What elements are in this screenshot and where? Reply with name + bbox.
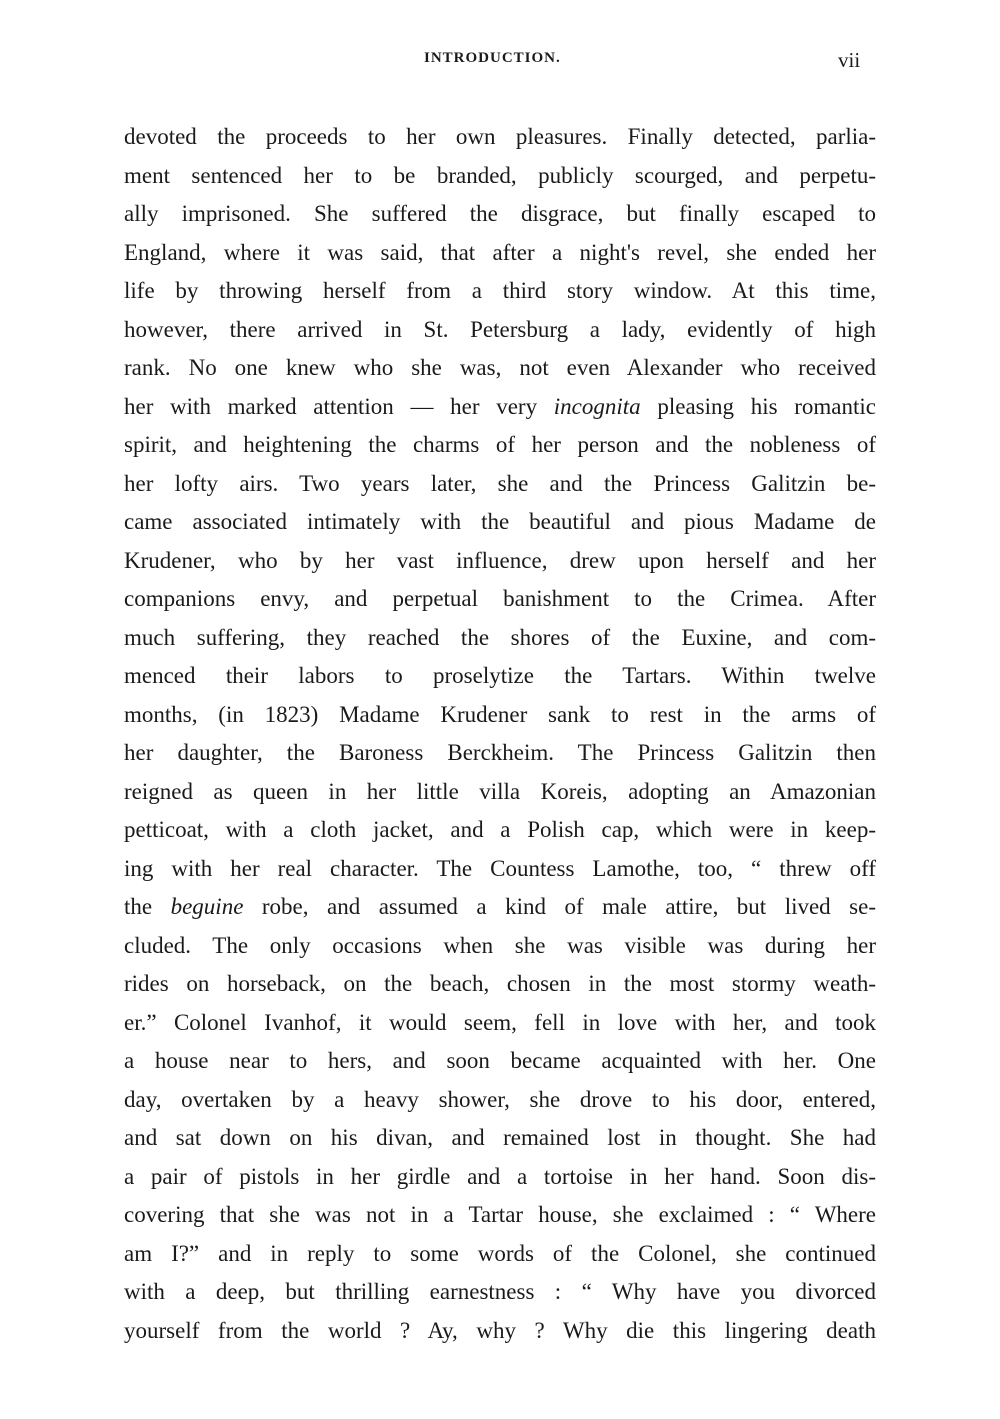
text-line: menced their labors to proselytize the Tartars. Within twelve [124,663,876,688]
text-line [124,888,876,927]
text-line: a pair of pistols in her girdle and a tortoise in her hand. Soon dis- [124,1163,876,1189]
text-line: cluded. The only occasions when she was visible was during her [124,932,876,958]
text-line: reigned as queen in her little villa Koreis, adopting an Amazonian [124,778,876,804]
text-line: ment sentenced her to be branded, publicly scourged, and perpetu- [124,162,876,188]
text-line: yourself from the world ? Ay, why ? Why die this lingering death [124,1317,876,1343]
text-line: ing with her real character. The Countess Lamothe, too, “ threw off [124,855,876,881]
running-head-title: INTRODUCTION. [424,50,561,66]
text-line: her daughter, the Baroness Berckheim. The Princess Galitzin then [124,740,876,765]
text-line: however, there arrived in St. Petersburg a lady, evidently of high [124,316,876,342]
text-line: her lofty airs. Two years later, she and the Princess Galitzin be- [124,470,876,496]
text-line: er.” Colonel Ivanhof, it would seem, fell in love with her, and took [124,1009,876,1035]
italic-word: incognita [553,393,641,419]
text-segment: pleasing his romantic [640,393,876,419]
body-text [124,118,876,1350]
text-segment: her with marked attention — her very [124,393,554,419]
italic-word: beguine [170,894,244,919]
text-line [124,388,876,427]
text-line: companions envy, and perpetual banishment to the Crimea. After [124,586,876,611]
text-line: with a deep, but thrilling earnestness : “ Why have you divorced [124,1279,876,1304]
running-head [0,48,1000,72]
text-line: England, where it was said, that after a night's revel, she ended her [124,239,876,265]
text-line: spirit, and heightening the charms of her person and the nobleness of [124,432,876,457]
text-line: devoted the proceeds to her own pleasures. Finally detected, parlia- [124,124,876,149]
page-number: vii [838,48,861,72]
text-line: day, overtaken by a heavy shower, she drove to his door, entered, [124,1086,876,1112]
text-line: rank. No one knew who she was, not even Alexander who received [124,355,876,380]
text-line: am I?” and in reply to some words of the Colonel, she continued [124,1240,876,1266]
text-segment: the [124,894,171,919]
text-line: months, (in 1823) Madame Krudener sank to rest in the arms of [124,701,876,727]
text-line: rides on horseback, on the beach, chosen in the most stormy weath- [124,971,876,996]
text-line: ally imprisoned. She suffered the disgrace, but finally escaped to [124,201,876,226]
text-line: and sat down on his divan, and remained lost in thought. She had [124,1125,876,1150]
text-line: a house near to hers, and soon became acquainted with her. One [124,1048,876,1073]
text-line: Krudener, who by her vast influence, drew upon herself and her [124,547,876,573]
text-line: much suffering, they reached the shores of the Euxine, and com- [124,624,876,650]
text-line: life by throwing herself from a third story window. At this time, [124,278,876,303]
text-line: petticoat, with a cloth jacket, and a Polish cap, which were in keep- [124,817,876,842]
text-segment: robe, and assumed a kind of male attire, but lived se- [243,894,876,919]
text-line: came associated intimately with the beautiful and pious Madame de [124,509,876,534]
text-line: covering that she was not in a Tartar house, she exclaimed : “ Where [124,1202,876,1227]
